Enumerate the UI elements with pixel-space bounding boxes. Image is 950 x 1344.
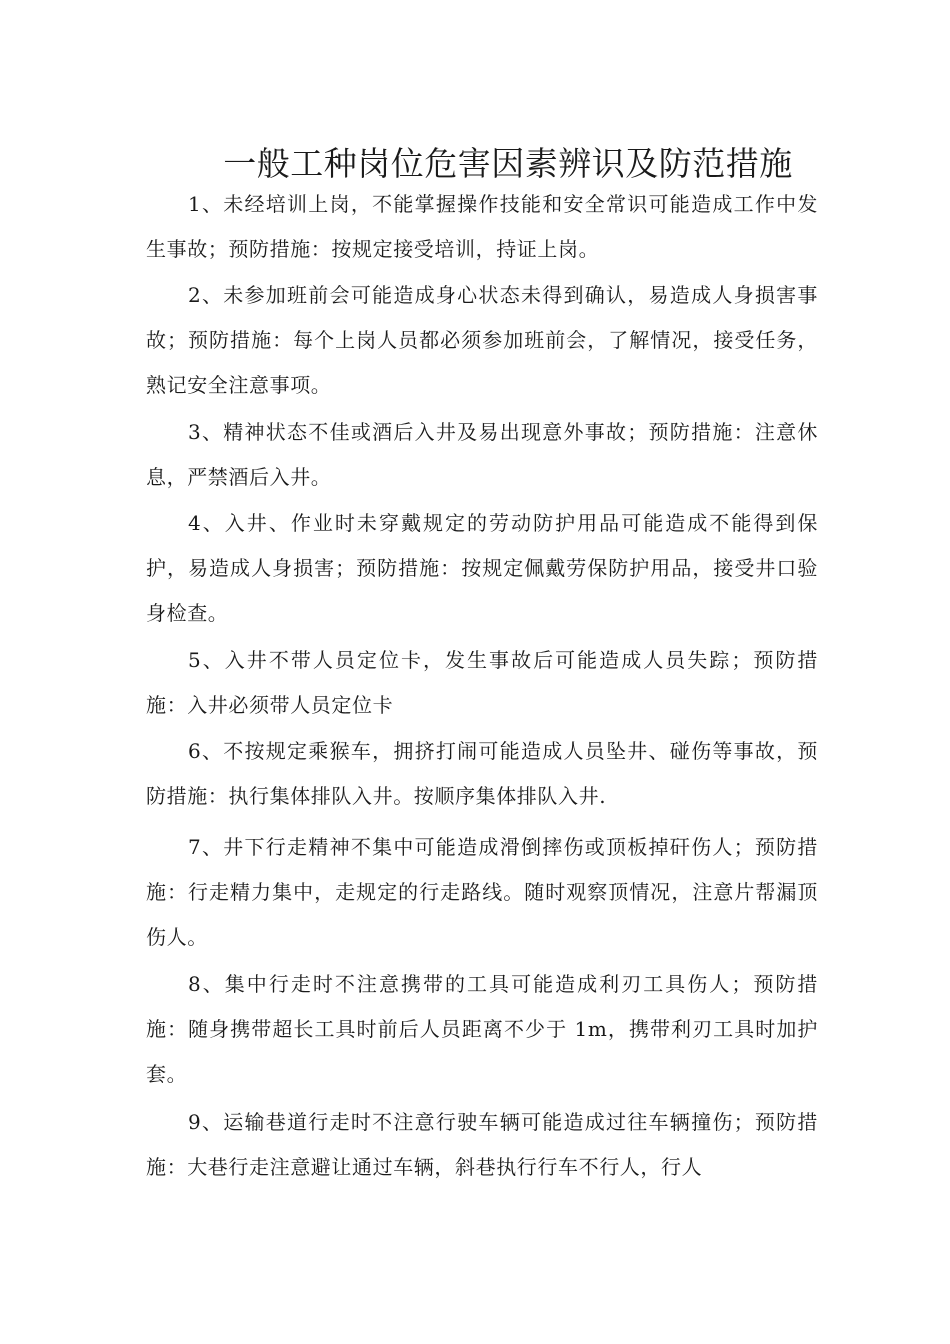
hazard-item-9: 9、运输巷道行走时不注意行驶车辆可能造成过往车辆撞伤；预防措施：大巷行走注意避让通过车辆，斜巷执行行车不行人，行人 (146, 1110, 818, 1179)
hazard-item-5: 5、入井不带人员定位卡，发生事故后可能造成人员失踪；预防措施：入井必须带人员定位卡 (146, 648, 818, 717)
hazard-item-6: 6、不按规定乘猴车，拥挤打闹可能造成人员坠井、碰伤等事故，预防措施：执行集体排队入井。按顺序集体排队入井. (146, 739, 818, 808)
hazard-item-2: 2、未参加班前会可能造成身心状态未得到确认，易造成人身损害事故；预防措施：每个上岗人员都必须参加班前会，了解情况，接受任务，熟记安全注意事项。 (146, 283, 818, 397)
hazard-item-4: 4、入井、作业时未穿戴规定的劳动防护用品可能造成不能得到保护，易造成人身损害；预防措施：按规定佩戴劳保防护用品，接受井口验身检查。 (146, 511, 818, 625)
document-title: 一般工种岗位危害因素辨识及防范措施 (223, 144, 793, 184)
hazard-item-3: 3、精神状态不佳或酒后入井及易出现意外事故；预防措施：注意休息，严禁酒后入井。 (146, 420, 818, 489)
hazard-item-7: 7、井下行走精神不集中可能造成滑倒摔伤或顶板掉矸伤人；预防措施：行走精力集中，走规定的行走路线。随时观察顶情况，注意片帮漏顶伤人。 (146, 835, 818, 949)
hazard-item-8: 8、集中行走时不注意携带的工具可能造成利刃工具伤人；预防措施：随身携带超长工具时前后人员距离不少于 1m，携带利刃工具时加护套。 (146, 972, 818, 1086)
hazard-item-1: 1、未经培训上岗，不能掌握操作技能和安全常识可能造成工作中发生事故；预防措施：按规定接受培训，持证上岗。 (146, 192, 818, 261)
